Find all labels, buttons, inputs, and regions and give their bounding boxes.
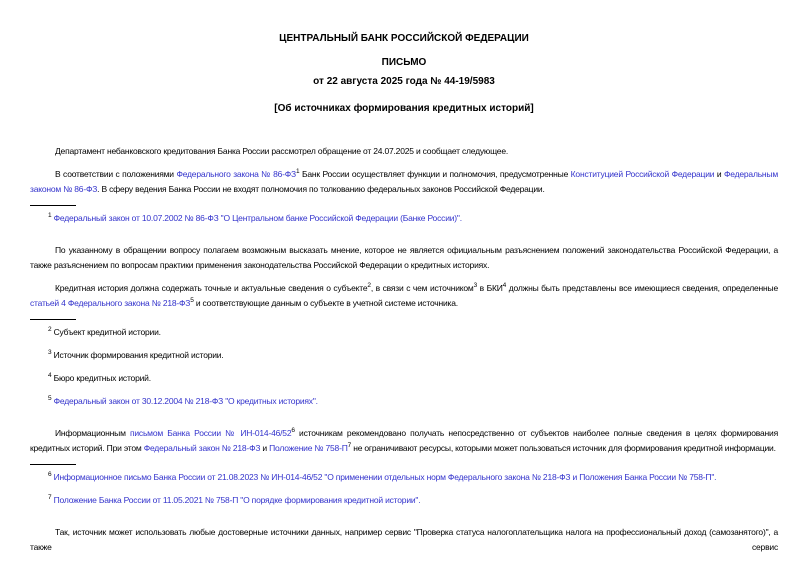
document-link[interactable]: Федеральным законом № 86-ФЗ — [30, 169, 778, 194]
document-body — [30, 144, 778, 555]
footnote-ref: 2 — [367, 282, 371, 290]
footnote-marker: 2 — [48, 326, 52, 334]
document-header — [30, 33, 778, 114]
paragraph — [30, 144, 778, 159]
paragraph — [30, 167, 778, 197]
document-link[interactable]: Федеральный закон от 10.07.2002 № 86-ФЗ "О Центральном банке Российской Федерации (Банке России)". — [53, 213, 462, 223]
footnote-block — [30, 319, 778, 408]
document-link[interactable]: Федеральный закон № 218-ФЗ — [143, 443, 261, 453]
text-run: , в связи с чем источником — [370, 283, 474, 293]
footnote-marker: 1 — [48, 212, 52, 220]
text-run: Информационным — [55, 428, 130, 438]
text-run: . В сферу ведения Банка России не входят полномочия по толкованию федеральных законов Российской Федерации. — [97, 184, 545, 194]
paragraph — [30, 525, 778, 555]
footnote — [30, 394, 778, 408]
footnote-ref: 7 — [347, 442, 352, 450]
footnote-ref: 4 — [502, 282, 507, 290]
text-run: не ограничивают ресурсы, которыми может пользоваться источник для формирования кредитной информации. — [351, 443, 776, 453]
text-run: и соответствующие данным о субъекте в учетной системе источника. — [193, 298, 458, 308]
footnote — [30, 371, 778, 385]
text-run: Банк России осуществляет функции и полномочия, предусмотренные — [299, 169, 571, 179]
text-run: Субъект кредитной истории. — [53, 327, 161, 337]
footnote-ref: 6 — [291, 427, 295, 435]
text-run: По указанному в обращении вопросу полагаем возможным высказать мнение, которое не является официальным разъяснением положений законодательства Российской Федерации, а также разъяснением по вопросам практики применения законодательства Российской Федерации о кредитных историях. — [30, 245, 778, 270]
footnote — [30, 493, 778, 507]
footnote-block — [30, 464, 778, 507]
document-link[interactable]: Положение № 758-П — [269, 443, 348, 453]
text-run: В соответствии с положениями — [55, 169, 177, 179]
footnote — [30, 470, 778, 484]
header-organization: ЦЕНТРАЛЬНЫЙ БАНК РОССИЙСКОЙ ФЕДЕРАЦИИ — [279, 33, 529, 44]
text-run: Бюро кредитных историй. — [53, 373, 151, 383]
document-link[interactable]: письмом Банка России № ИН-014-46/52 — [129, 428, 292, 438]
footnote-marker: 6 — [48, 471, 52, 479]
paragraph — [30, 426, 778, 456]
footnote — [30, 325, 778, 339]
document-link[interactable]: Положение Банка России от 11.05.2021 № 758-П "О порядке формирования кредитной истории". — [53, 495, 421, 505]
footnote — [30, 211, 778, 225]
text-run: Источник формирования кредитной истории. — [53, 350, 224, 360]
footnote-marker: 5 — [48, 395, 52, 403]
text-run: источникам рекомендовано получать непосредственно от субъектов наиболее полные сведения в целях формирования кредитных историй. При этом — [30, 428, 778, 453]
footnote-separator — [30, 319, 76, 320]
footnote-separator — [30, 205, 76, 206]
text-run: Кредитная история должна содержать точные и актуальные сведения о субъекте — [55, 283, 368, 293]
footnote-marker: 4 — [48, 372, 52, 380]
text-run: и — [714, 169, 724, 179]
text-run: Департамент небанковского кредитования Банка России рассмотрел обращение от 24.07.2025 и сообщает следующее. — [55, 146, 509, 156]
text-run: в БКИ — [476, 283, 503, 293]
document-link[interactable]: Федерального закона № 86-ФЗ — [176, 169, 296, 179]
footnote-ref: 5 — [190, 297, 194, 305]
header-subject: [Об источниках формирования кредитных историй] — [274, 103, 534, 114]
document-link[interactable]: статьей 4 Федерального закона № 218-ФЗ — [30, 298, 191, 308]
paragraph — [30, 281, 778, 311]
footnote-ref: 1 — [295, 168, 300, 176]
footnote — [30, 348, 778, 362]
footnote-ref: 3 — [473, 282, 477, 290]
footnote-block — [30, 205, 778, 225]
text-run: должны быть представлены все имеющиеся сведения, определенные — [506, 283, 778, 293]
document-link[interactable]: Конституцией Российской Федерации — [570, 169, 715, 179]
footnote-marker: 7 — [48, 494, 52, 502]
document-link[interactable]: Информационное письмо Банка России от 21.08.2023 № ИН-014-46/52 "О применении отдельных норм Федерального закона № 218-ФЗ и Положения Банка России № 758-П". — [53, 472, 717, 482]
header-doc-type: ПИСЬМО — [381, 57, 427, 68]
text-run: и — [260, 443, 270, 453]
document-link[interactable]: Федеральный закон от 30.12.2004 № 218-ФЗ "О кредитных историях". — [53, 396, 318, 406]
footnote-marker: 3 — [48, 349, 52, 357]
header-date-number: от 22 августа 2025 года № 44-19/5983 — [313, 76, 495, 87]
paragraph — [30, 243, 778, 273]
text-run: Так, источник может использовать любые достоверные источники данных, например сервис "Проверка статуса налогоплательщика налога на профессиональный доход (самозанятого)", а также сервис — [30, 527, 778, 552]
footnote-separator — [30, 464, 76, 465]
